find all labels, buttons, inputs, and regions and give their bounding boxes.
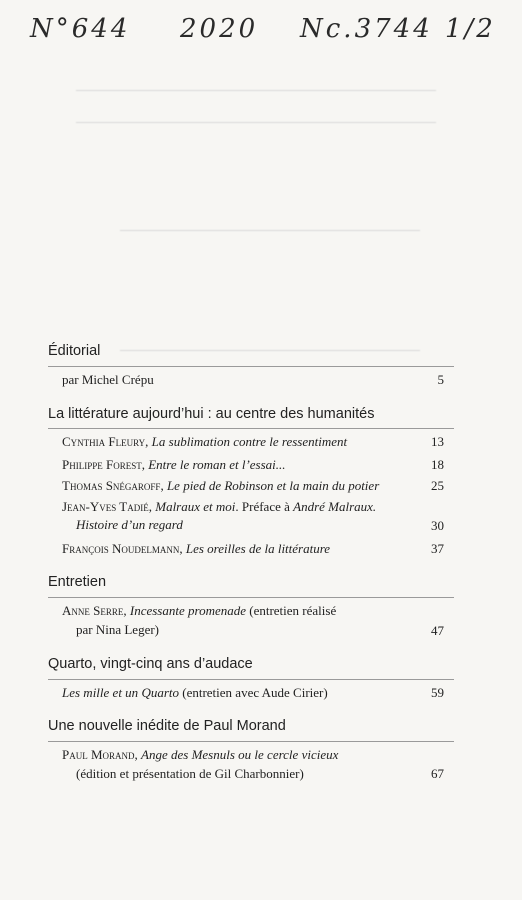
handwritten-reference: Nc.3744 — [300, 14, 433, 44]
section-divider — [48, 428, 454, 429]
toc-entry: Cynthia Fleury, La sublimation contre le ressentiment — [62, 434, 348, 449]
entry-title: Le pied de Robinson et la main du potier — [166, 478, 380, 493]
entry-author: Anne Serre — [62, 603, 124, 618]
page-number: 30 — [431, 518, 444, 533]
page-number: 37 — [431, 541, 444, 556]
handwritten-year: 2020 — [180, 14, 259, 44]
toc-entry — [62, 372, 446, 388]
entry-title: Les mille et un — [62, 685, 142, 700]
section-divider — [48, 597, 454, 598]
toc-entry: Paul Morand, Ange des Mesnuls ou le cercle vicieux (édition et présentation de Gil Charbonnier) — [62, 747, 446, 782]
section-title-editorial: Éditorial — [48, 343, 101, 359]
entry-title: Ange des Mesnuls ou le cercle vicieux — [141, 747, 339, 762]
entry-subtitle-continued: Histoire d’un regard — [76, 517, 183, 532]
entry-note: (entretien réalisé — [246, 603, 337, 618]
entry-note: (édition et présentation de Gil Charbonnier) — [76, 766, 304, 781]
page-number: 18 — [431, 457, 444, 472]
entry-title: par Michel Crépu — [62, 372, 154, 387]
section-title-litterature: La littérature aujourd’hui : au centre des humanités — [48, 406, 375, 422]
section-title-quarto: Quarto, vingt-cinq ans d’audace — [48, 656, 253, 672]
entry-author: François Noudelmann — [62, 541, 180, 556]
entry-title: Incessante promenade — [129, 603, 246, 618]
page-number: 47 — [431, 623, 444, 638]
handwritten-fraction: 1/2 — [445, 14, 496, 44]
page-number: 59 — [431, 685, 444, 700]
entry-subtitle: André Malraux. — [293, 499, 377, 514]
handwritten-issue-number: N°644 — [30, 14, 131, 44]
entry-note-continued: par Nina Leger) — [76, 622, 160, 637]
entry-author: Paul Morand — [62, 747, 135, 762]
entry-title: Les oreilles de la littérature — [185, 541, 331, 556]
entry-title-emphasis: Quarto — [141, 685, 179, 700]
entry-title: Entre le roman et l’essai... — [148, 457, 286, 472]
entry-connector: . Préface à — [235, 499, 294, 514]
toc-entry: Philippe Forest, Entre le roman et l’essai... — [62, 457, 286, 472]
entry-title: La sublimation contre le ressentiment — [151, 434, 348, 449]
page-number: 25 — [431, 478, 444, 493]
section-divider — [48, 366, 454, 367]
entry-author: Philippe Forest — [62, 457, 142, 472]
toc-entry: François Noudelmann, Les oreilles de la littérature — [62, 541, 331, 556]
page-number: 67 — [431, 766, 444, 781]
toc-entry: Thomas Snégaroff, Le pied de Robinson et la main du potier — [62, 478, 380, 493]
entry-author: Jean-Yves Tadié — [62, 499, 149, 514]
toc-entry — [62, 685, 446, 701]
entry-title: Malraux et moi — [155, 499, 236, 514]
page-number: 13 — [431, 434, 444, 449]
section-title-nouvelle: Une nouvelle inédite de Paul Morand — [48, 718, 286, 734]
entry-note: (entretien avec Aude Cirier) — [179, 685, 328, 700]
page-number: 5 — [437, 372, 444, 387]
handwritten-note — [30, 8, 500, 48]
toc-entry: Jean-Yves Tadié, Malraux et moi. Préface à André Malraux. Histoire d’un regard — [62, 499, 377, 532]
entry-author: Cynthia Fleury — [62, 434, 146, 449]
entry-author: Thomas Snégaroff — [62, 478, 161, 493]
section-divider — [48, 679, 454, 680]
section-title-entretien: Entretien — [48, 574, 107, 590]
section-divider — [48, 741, 454, 742]
toc-entry: Anne Serre, Incessante promenade (entretien réalisé par Nina Leger) — [62, 603, 446, 638]
